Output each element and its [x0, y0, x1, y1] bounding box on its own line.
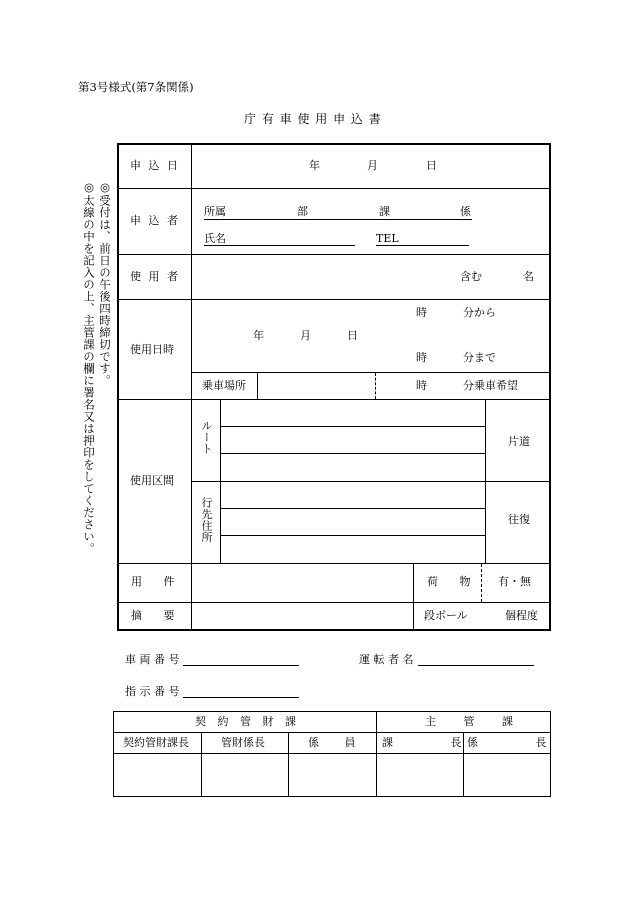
instruction-number-label: 指 示 番 号	[125, 685, 180, 698]
note-instructions: ◎太線の中を記入の上、主管課の欄に署名又は押印をしてください。	[82, 180, 96, 555]
date-month: 月	[367, 159, 378, 172]
note-deadline: ◎受付は、前日の午後四時締切です。	[98, 180, 112, 387]
division-chief-label: 課 長	[382, 736, 462, 749]
label-user: 使 用 者	[130, 270, 180, 283]
boarding-minute: 分乗車希望	[463, 379, 518, 392]
property-chief-label: 管財係長	[221, 736, 265, 749]
form-number: 第3号様式(第7条関係)	[78, 80, 194, 94]
tel-underline	[376, 245, 469, 246]
boarding-hour: 時	[416, 379, 427, 392]
affiliation-underline	[204, 219, 472, 220]
usage-month: 月	[300, 329, 311, 342]
boarding-place-label: 乗車場所	[202, 379, 246, 392]
driver-name-underline	[418, 665, 534, 666]
contract-chief-label: 契約管財課長	[123, 736, 189, 749]
cardboard-label: 段ボール	[424, 609, 468, 622]
tel-label: TEL	[376, 232, 399, 245]
form-title: 庁 有 車 使 用 申 込 書	[244, 112, 382, 126]
date-day: 日	[426, 159, 437, 172]
label-usage-datetime: 使用日時	[130, 343, 174, 356]
hour-to: 時	[416, 351, 427, 364]
cargo-option: 有・無	[498, 575, 531, 588]
minute-from: 分から	[463, 306, 496, 319]
route-label: ルート	[200, 420, 213, 455]
label-application-date: 申 込 日	[130, 159, 180, 172]
driver-name-label: 運 転 者 名	[359, 653, 414, 666]
department-label: 部	[297, 205, 308, 218]
staff-label: 係 員	[308, 736, 356, 749]
main-dept-header: 主 管 課	[425, 715, 513, 728]
hour-from: 時	[416, 306, 427, 319]
label-summary: 摘 要	[131, 609, 175, 622]
one-way-label: 片道	[508, 435, 530, 448]
including-text: 含む	[460, 270, 482, 283]
name-underline	[204, 245, 355, 246]
usage-day: 日	[347, 329, 358, 342]
division-label: 課	[379, 205, 390, 218]
vehicle-number-label: 車 両 番 号	[125, 653, 180, 666]
round-trip-label: 往復	[508, 513, 530, 526]
label-applicant: 申 込 者	[130, 214, 180, 227]
label-business: 用 件	[131, 575, 175, 588]
minute-to: 分まで	[463, 351, 496, 364]
date-year: 年	[309, 159, 320, 172]
label-usage-section: 使用区間	[130, 474, 174, 487]
persons-text: 名	[523, 270, 534, 283]
section-chief-label: 係 長	[467, 736, 547, 749]
usage-year: 年	[253, 329, 264, 342]
instruction-number-underline	[183, 697, 299, 698]
affiliation-label: 所属	[204, 205, 226, 218]
approx-label: 個程度	[505, 609, 538, 622]
contract-dept-header: 契 約 管 財 課	[195, 715, 296, 728]
vehicle-number-underline	[183, 665, 299, 666]
cargo-label: 荷 物	[427, 575, 471, 588]
destination-label: 行先住所	[200, 497, 213, 543]
name-label: 氏名	[204, 232, 226, 245]
section-label: 係	[460, 205, 471, 218]
